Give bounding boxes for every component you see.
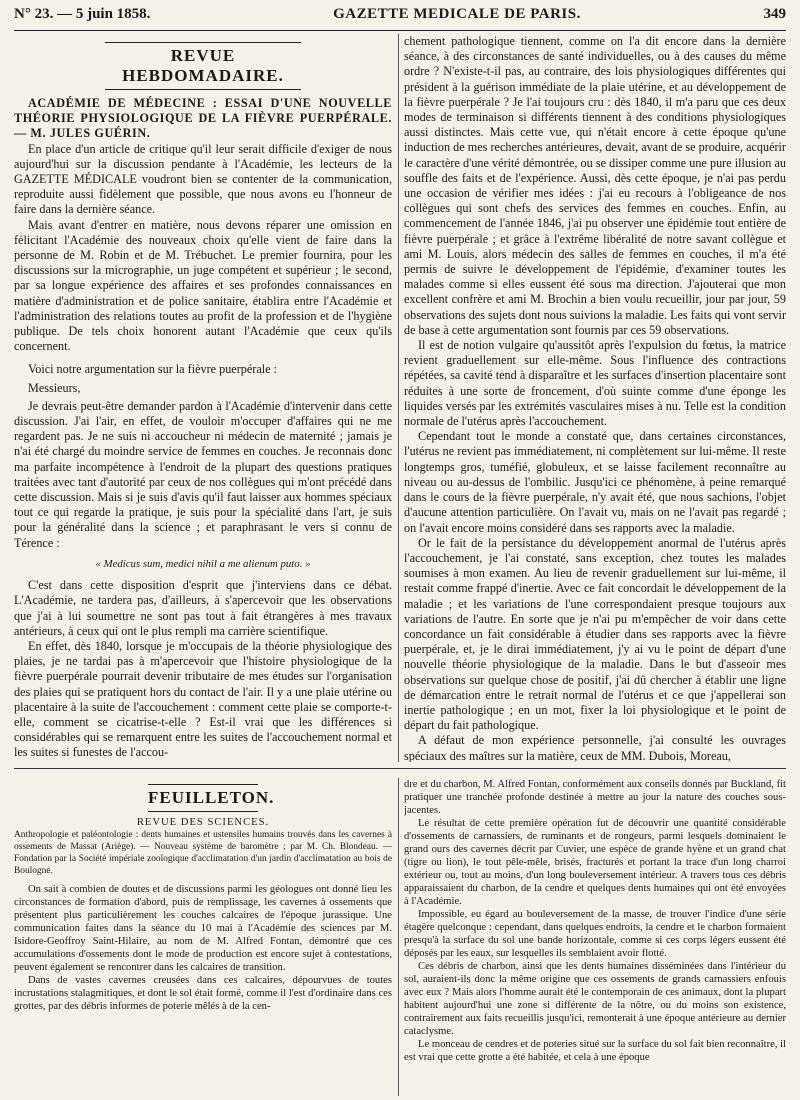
revue-quotation: « Medicus sum, medici nihil a me alienum puto. »	[95, 557, 311, 570]
issue-number: N° 23. — 5 juin 1858.	[14, 6, 151, 22]
revue-paragraph: Or le fait de la persistance du développement anormal de l'utérus après l'accouchement, je l'ai constaté, sans exception, chez toutes les malades soumises à mon examen. Au lieu de revenir graduellement sur lui-même, il restait comme frappé d'inertie. Avec ce fait concordait le développement de la maladie ; et les variations de l'une correspondaient presque toujours aux variations de l'autre. En sorte que je n'ai pu m'empêcher de voir dans cette concordance un fait considérable à étudier dans ses rapports avec la fièvre puerpérale, et, je le dirai immédiatement, j'y ai vu le point de départ d'une nouvelle théorie physiologique de la maladie. Dans le but d'asseoir mes observations sur quelque chose de positif, j'ai dû chercher à établir une ligne de démarcation entre le retrait normal de l'utérus et ce que j'appellerai son inertie pathologique ; en un mot, fixer la loi physiologique et le point de départ du fait pathologique.	[404, 535, 786, 733]
feuilleton-summary: Anthropologie et paléontologie : dents humaines et ustensiles humains trouvés dans les cavernes à ossements de Massat (Ariège). — Nouveau système de baromètre ; par M. Ch. Blondeau. — Fondation par la Société impériale zoologique d'acclimatation d'un jardin d'acclimatation au bois de Boulogne.	[14, 830, 392, 876]
feuilleton-paragraph: On sait à combien de doutes et de discussions parmi les géologues ont donné lieu les circonstances de formation d'abord, puis de remplissage, les cavernes à ossements que présentent plus particulièrement les couches calcaires de l'époque jurassique. Une communication faites dans la séance du 10 mai à l'Académie des sciences par M. Isidore-Geoffroy Saint-Hilaire, au nom de M. Alfred Fontan, démontré que ces accumulations d'ossements dont le mode de production est encore sujet à contestations, peuvent également se rencontrer dans les calcaires de transition.	[14, 884, 392, 973]
revue-paragraph: En place d'un article de critique qu'il leur serait difficile d'exiger de nous aujourd'hui sur la discussion pendante à l'Académie, les lecteurs de la GAZETTE MÉDICALE voudront bien se contenter de la communication, reproduite aussi fidèlement que possible, que nous avons eu l'honneur de faire dans la dernière séance.	[14, 141, 392, 217]
revue-subhead: ACADÉMIE DE MÉDECINE : ESSAI D'UNE NOUVELLE THÉORIE PHYSIOLOGIQUE DE LA FIÈVRE PUERPÉRALE. — M. JULES GUÉRIN.	[14, 96, 392, 141]
section-divider	[14, 768, 786, 769]
revue-paragraph: A défaut de mon expérience personnelle, j'ai consulté les ouvrages spéciaux des maîtres sur la matière, ceux de MM. Dubois, Moreau,	[404, 733, 786, 762]
revue-paragraph: En effet, dès 1840, lorsque je m'occupais de la théorie physiologique des plaies, je ne tardai pas à m'apercevoir que l'histoire physiologique de la fièvre puerpérale pourrait devenir tributaire de mes études sur l'organisation des plaies qui se pratiquent hors du contact de l'air. Il y a une plaie utérine ou placentaire à la suite de l'accouchement : comment cette plaie se comporte-t-elle, comment se cicatrise-t-elle ? Est-il vrai que les différences si considérables qui se remarquent entre les suites de l'accouchement normal et les suites si funestes de l'accou-	[14, 638, 392, 760]
revue-paragraph: Je devrais peut-être demander pardon à l'Académie d'intervenir dans cette discussion. J'ai l'air, en effet, de vouloir m'occuper d'affaires qui ne me regardent pas. Je ne suis ni accoucheur ni médecin de maternité ; jamais je n'ai été chargé du moindre service de femmes en couches. Je reconnais donc ma parfaite incompétence à l'endroit de la plupart des questions pratiques traitées avec tant d'autorité par ceux de nos collègues qui m'ont précédé dans cette discussion. Mais si je suis d'avis qu'il faut laisser aux hommes spéciaux tout ce qui regarde la pratique, je suis pour la spécialité dans l'art, je suis pour la généralité dans la science ; et paraphrasant le vers si connu de Térence :	[14, 398, 392, 550]
feuilleton-paragraph: Le résultat de cette première opération fut de découvrir une quantité considérable d'ossements de carnassiers, de ruminants et de rongeurs, parmi lesquels dominaient le grand ours des cavernes décrit par Cuvier, une espèce de grande hyène et un grand chat (tigre ou lion), le tout pêle-mêle, brisés, fracturés et portant la trace d'un long charroi extérieur ou, tout au moins, d'un long bouleversement intérieur. A travers tous ces débris apparaissaient du charbon, de la cendre et quelques dents humaines qui ont été envoyées à l'Académie.	[404, 818, 786, 907]
revue-right-column	[404, 34, 786, 762]
feuilleton-section	[14, 778, 786, 1096]
revue-salutation: Messieurs,	[28, 380, 81, 395]
column-rule	[398, 778, 399, 1096]
feuilleton-paragraph: Dans de vastes cavernes creusées dans ces calcaires, dépourvues de toutes incrustations stalagmitiques, et dont le sol était formé, comme il l'est d'ordinaire dans ces grottes, par des débris informes de poterie mêlés à de la cen-	[14, 975, 392, 1012]
revue-paragraph: chement pathologique tiennent, comme on l'a dit encore dans la dernière séance, à des circonstances de santé individuelles, ou à des causes du même ordre ? N'existe-t-il pas, au contraire, des lois physiologiques différentes qui président à la guérison immédiate de la plaie utérine, et au développement de la fièvre puerpérale ? Je l'ai toujours cru : dès 1840, il m'a paru que ces deux modes de terminaison si différents tiennent à des conditions physiologiques aussi distinctes. Mais cette vue, qui n'était encore à cette époque qu'une induction de mes recherches antérieures, devait, avant de se produire, acquérir le caractère d'une vérité démontrée, ou se dissiper comme une pure illusion au souffle des faits et de l'expérience. Aussi, dès cette époque, je n'ai pas perdu une occasion de vérifier mes idées : j'ai eu recours à l'obligeance de nos collègues qui sont chefs des services des femmes en couches. Enfin, au commencement de l'année 1846, j'ai pu observer une épidémie tout entière de fièvre puerpérale ; et grâce à l'extrême libéralité de notre savant collègue et ami M. Louis, alors médecin des salles de femmes en couches, il m'a été permis de suivre le développement de l'épidémie, d'examiner toutes les malades comme si elles eussent été sous ma direction. J'ajouterai que mon excellent confrère et ami M. Brochin a bien voulu recueillir, jour par jour, 59 observations des sujets dont nous suivions la maladie. Les faits qui vont servir de base à cette argumentation sont fournis par ces 59 observations.	[404, 34, 786, 337]
feuilleton-title: FEUILLETON.	[148, 784, 258, 812]
page-number: 349	[763, 6, 786, 22]
revue-paragraph: Mais avant d'entrer en matière, nous devons réparer une omission en félicitant l'Académie des nouveaux choix qu'elle vient de faire dans la personne de M. Robin et de M. Trébuchet. Le premier fournira, pour les discussions sur la micrographie, un juge compétent et supérieur ; le second, par sa longue expérience des affaires et ses profondes connaissances en matière d'administration et de police sanitaire, établira entre l'Académie et l'administration des relations toutes au profit de la profession et de l'hygiène publique. De tels choix honorent autant l'Académie que ceux qu'ils concernent.	[14, 217, 392, 354]
revue-paragraph: Voici notre argumentation sur la fièvre puerpérale :	[28, 362, 277, 377]
journal-title: GAZETTE MEDICALE DE PARIS.	[333, 6, 581, 22]
feuilleton-subtitle: REVUE DES SCIENCES.	[136, 817, 270, 828]
running-header	[14, 6, 786, 31]
revue-paragraph: C'est dans cette disposition d'esprit que j'interviens dans ce débat. L'Académie, ne tardera pas, d'ailleurs, à s'apercevoir que les observations que j'ai à lui soumettre ne sont pas tout à fait étrangères à mes travaux antérieurs, à ceux qui ont le plus rempli ma carrière scientifique.	[14, 578, 392, 638]
revue-section	[14, 34, 786, 762]
feuilleton-paragraph: Ces débris de charbon, ainsi que les dents humaines disséminées dans l'intérieur du sol, auraient-ils donc la même origine que ces ossements de grands carnassiers enfouis avec eux ? Mais alors l'homme aurait été le contemporain de ces animaux, dont la plupart habitent aujourd'hui une zone si différente de la nôtre, ou du moins son existence, contrairement aux faits recueillis jusqu'ici, remonterait à une époque antérieure au dernier cataclysme.	[404, 961, 786, 1037]
feuilleton-paragraph: Le monceau de cendres et de poteries situé sur la surface du sol fait bien reconnaître, il est vrai que cette grotte a été habitée, et cela à une époque	[404, 1039, 786, 1063]
revue-title: REVUE HEBDOMADAIRE.	[105, 42, 301, 90]
revue-paragraph: Cependant tout le monde a constaté que, dans certaines circonstances, l'utérus ne revient pas immédiatement, ni complètement sur lui-même. Il reste longtemps gros, tuméfié, globuleux, et se laisse facilement reconnaître au niveau ou au-dessus de l'ombilic. Jusqu'ici ce phénomène, à peine remarqué dans le cours de la fièvre puerpérale, n'y avait été, que nous sachions, l'objet d'aucune attention particulière. On l'avait vu, mais on ne l'avait pas regardé ; on l'avait encore moins considéré dans ses rapports avec la maladie.	[404, 429, 786, 535]
column-rule	[398, 34, 399, 762]
feuilleton-right-column	[404, 778, 786, 1096]
feuilleton-paragraph: Impossible, eu égard au bouleversement de la masse, de trouver l'indice d'une série étagère quelconque : cependant, dans quelques endroits, la cendre et le charbon formaient presqu'à la surface du sol une bande horizontale, comme si ces corps légers eussent été déposés par les eaux, sur lesquelles ils semblaient avoir flotté.	[404, 909, 786, 959]
feuilleton-left-column	[14, 778, 392, 1096]
revue-paragraph: Il est de notion vulgaire qu'aussitôt après l'expulsion du fœtus, la matrice revient graduellement sur elle-même. Sous l'influence des contractions répétées, sa cavité tend à disparaître et les surfaces d'insertion placentaire sont réduites à une sorte de froncement, d'où suinte comme d'une éponge les liquides versés par les extrémités vasculaires mises à nu. Telle est la condition normale de l'utérus après l'accouchement.	[404, 338, 786, 429]
feuilleton-paragraph: dre et du charbon, M. Alfred Fontan, conformément aux conseils donnés par Buckland, fit pratiquer une tranchée profonde destinée à mettre au jour la nature des couches sous-jacentes.	[404, 779, 786, 816]
revue-left-column	[14, 34, 392, 762]
